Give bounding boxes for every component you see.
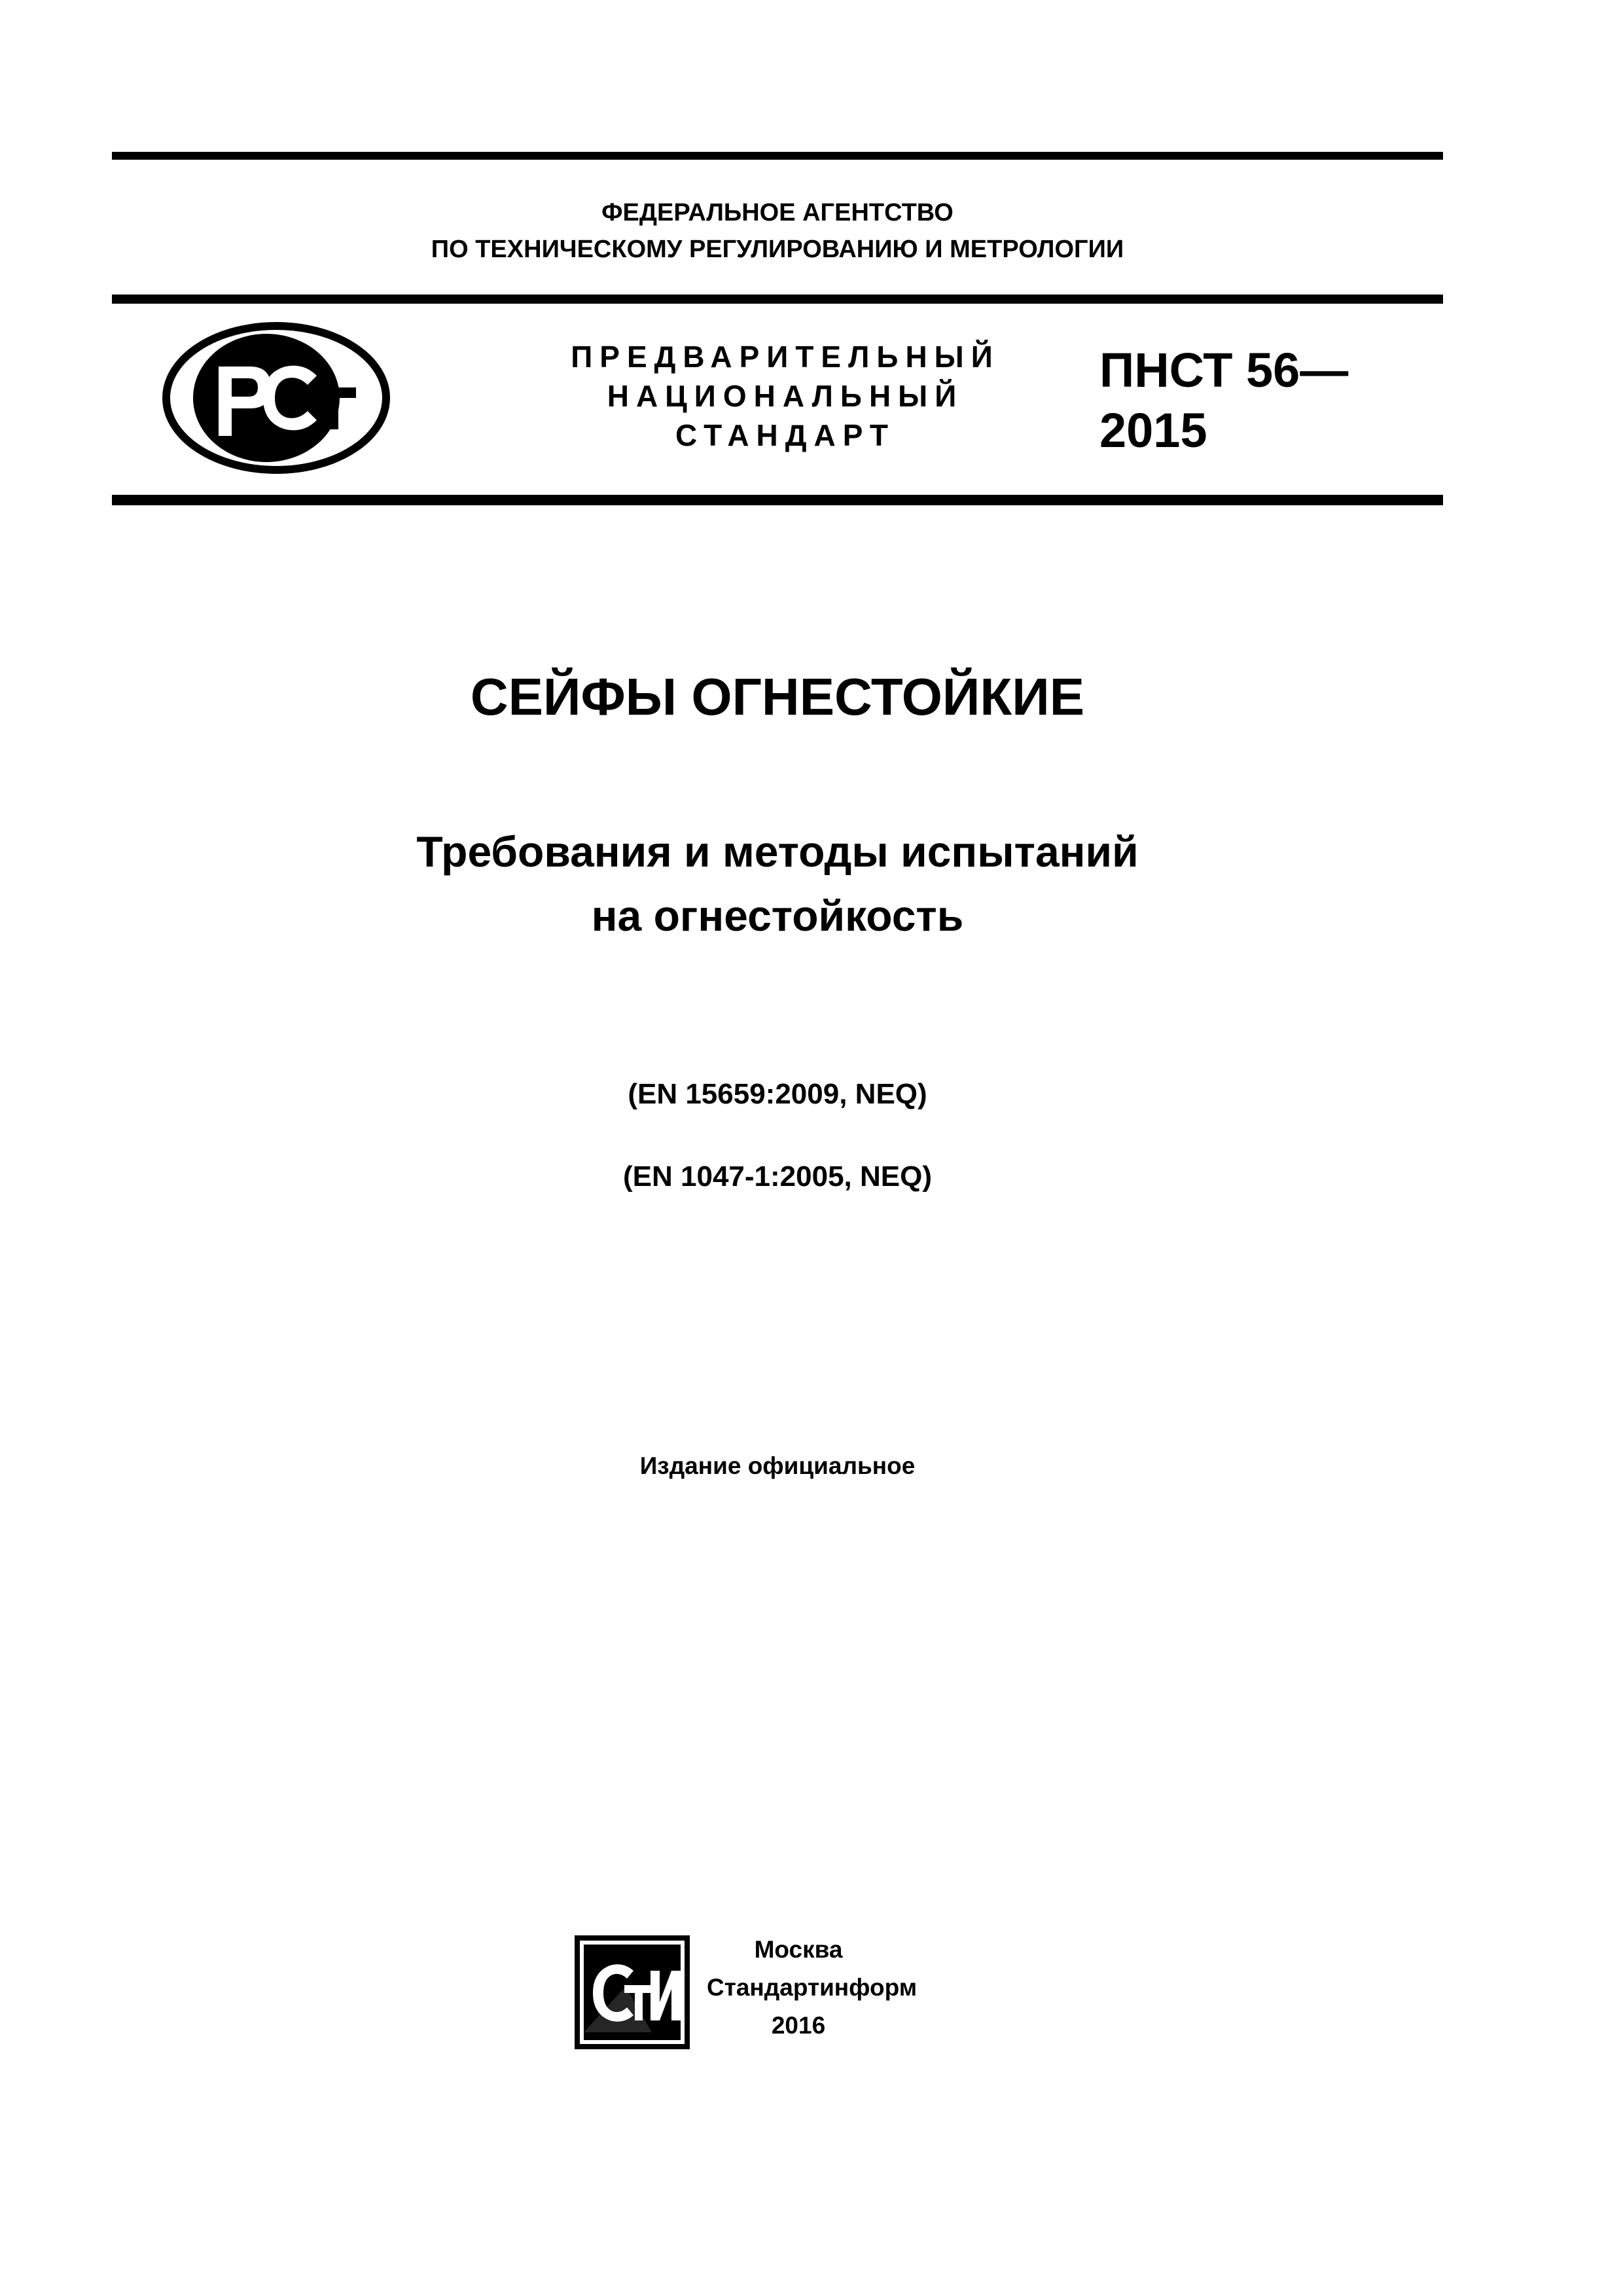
publisher-logo — [573, 1934, 691, 2051]
imprint-city: Москва — [754, 1936, 843, 1963]
standard-type-line-3: СТАНДАРТ — [675, 418, 895, 452]
subtitle-line-1: Требования и методы испытаний — [416, 827, 1139, 876]
rst-logo — [158, 319, 394, 476]
agency-line-1: ФЕДЕРАЛЬНОЕ АГЕНТСТВО — [601, 199, 954, 226]
document-title: СЕЙФЫ ОГНЕСТОЙКИЕ — [470, 668, 1085, 726]
reference-en-1047: (EN 1047-1:2005, NEQ) — [623, 1160, 932, 1193]
standard-type-line-1: ПРЕДВАРИТЕЛЬНЫЙ — [571, 340, 1000, 374]
top-rule — [112, 152, 1443, 160]
designation-line-2: 2015 — [1099, 403, 1207, 457]
edition-label: Издание официальное — [639, 1452, 916, 1479]
imprint-publisher: Стандартинформ — [707, 1974, 918, 2001]
header-divider-rule — [112, 295, 1443, 304]
agency-line-2: ПО ТЕХНИЧЕСКОМУ РЕГУЛИРОВАНИЮ И МЕТРОЛОГИИ — [431, 236, 1124, 263]
designation-line-1: ПНСТ 56— — [1099, 343, 1349, 397]
agency-name — [112, 194, 1443, 268]
standard-type — [524, 337, 1047, 455]
standard-type-line-2: НАЦИОНАЛЬНЫЙ — [607, 379, 964, 413]
standard-designation — [1099, 340, 1348, 461]
bottom-header-rule — [112, 495, 1443, 505]
imprint-year: 2016 — [771, 2012, 826, 2039]
subtitle-line-2: на огнестойкость — [591, 891, 964, 940]
reference-en-15659: (EN 15659:2009, NEQ) — [628, 1078, 927, 1110]
document-subtitle — [112, 819, 1443, 948]
imprint — [707, 1931, 918, 2045]
